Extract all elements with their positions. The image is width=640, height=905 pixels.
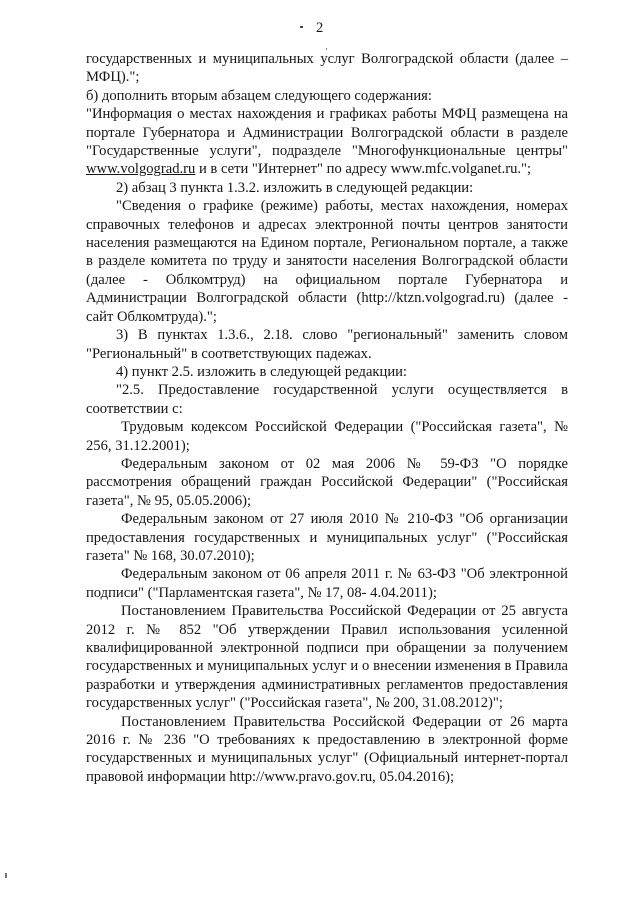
paragraph: 3) В пунктах 1.3.6., 2.18. слово "региональный" заменить словом "Региональный" в соответствующих падежах. [86, 327, 568, 362]
scan-artifact [5, 873, 7, 878]
page-number: 2 [316, 20, 324, 36]
paragraph: Федеральным законом от 02 мая 2006 № 59-ФЗ "О порядке рассмотрения обращений граждан Российской Федерации" ("Российская газета", № 95, 05.05.2006); [86, 455, 568, 509]
paragraph [86, 105, 568, 179]
paragraph: Трудовым кодексом Российской Федерации ("Российская газета", № 256, 31.12.2001); [86, 419, 568, 454]
paragraph: "2.5. Предоставление государственной услуги осуществляется в соответствии с: [86, 382, 568, 417]
paragraph: Федеральным законом от 27 июля 2010 № 210-ФЗ "Об организации предоставления государственных и муниципальных услуг" ("Российская газета" № 168, 30.07.2010); [86, 511, 568, 564]
document-body [86, 50, 568, 786]
volgograd-link[interactable]: www.volgograd.ru [86, 161, 196, 178]
paragraph: "Сведения о графике (режиме) работы, местах нахождения, номерах справочных телефонов и адресах электронной почты центров занятости населения размещаются на Едином портале, Региональном портале, а также в разделе комитета по труду и занятости населения Волгоградской области (далее - Облкомтруд) на официальном портале Губернатора и Администрации Волгоградской области (http://ktzn.volgograd.ru) (далее - сайт Облкомтруда)."; [86, 198, 568, 325]
scan-artifact [300, 26, 303, 28]
paragraph: Федеральным законом от 06 апреля 2011 г. № 63-ФЗ "Об электронной подписи" ("Парламентская газета", № 17, 08- 4.04.2011); [86, 566, 568, 601]
paragraph: Постановлением Правительства Российской Федерации от 26 марта 2016 г. № 236 "О требованиях к предоставлению в электронной форме государственных и муниципальных услуг" (Официальный интернет-портал правовой информации http://www.pravo.gov.ru, 05.04.2016); [86, 713, 568, 785]
paragraph: 4) пункт 2.5. изложить в следующей редакции: [116, 363, 407, 380]
paragraph-text: "Информация о местах нахождения и графиках работы МФЦ размещена на портале Губернатора и Администрации Волгоградской области в разделе "Государственные услуги", подразделе "Многофункциональные центры" [86, 106, 568, 160]
paragraph: 2) абзац 3 пункта 1.3.2. изложить в следующей редакции: [116, 179, 474, 196]
paragraph: б) дополнить вторым абзацем следующего содержания: [86, 87, 432, 104]
paragraph: Постановлением Правительства Российской Федерации от 25 августа 2012 г. № 852 "Об утверждении Правил использования усиленной квалифицированной электронной подписи при обращении за получением государственных и муниципальных услуг и о внесении изменения в Правила разработки и утверждения административных регламентов предоставления государственных услуг" ("Российская газета", № 200, 31.08.2012)"; [86, 603, 568, 712]
paragraph: государственных и муниципальных услуг Волгоградской области (далее – МФЦ)."; [86, 51, 568, 86]
paragraph-text: и в сети "Интернет" по адресу www.mfc.volganet.ru."; [195, 161, 532, 178]
